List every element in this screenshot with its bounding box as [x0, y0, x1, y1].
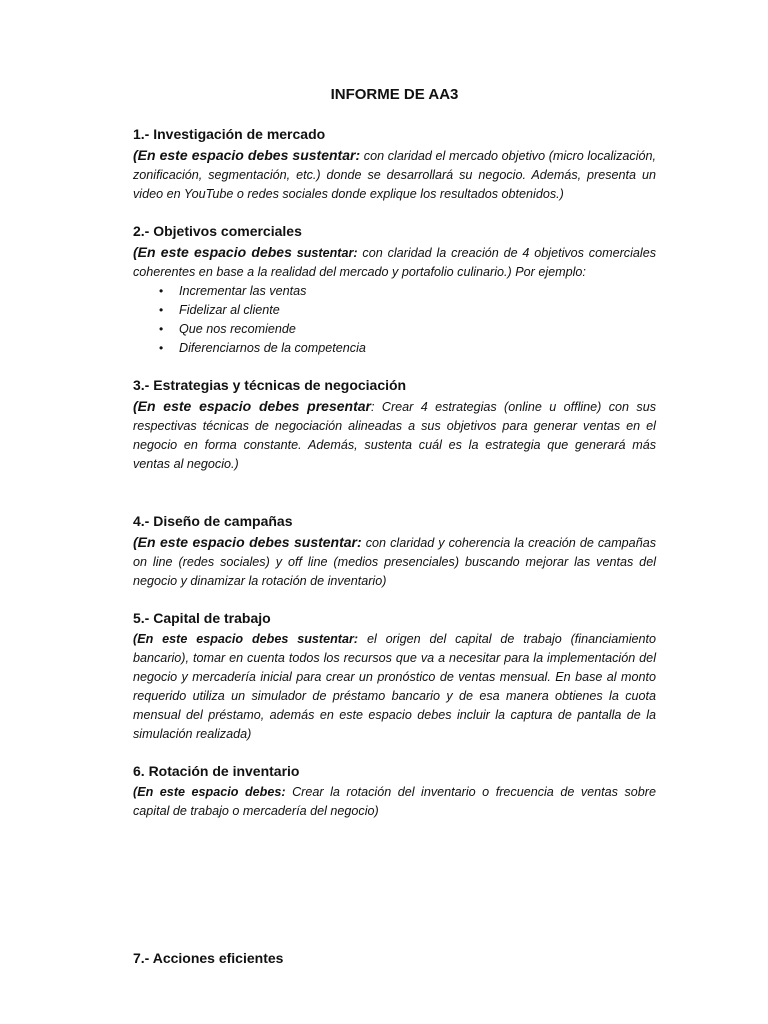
section-campaign-design — [133, 512, 656, 591]
list-item-text: Fidelizar al cliente — [179, 303, 280, 317]
document-title: INFORME DE AA3 — [330, 86, 459, 103]
list-item — [159, 339, 656, 358]
section-body — [133, 630, 656, 744]
list-item-text: Incrementar las ventas — [179, 284, 307, 298]
list-item — [159, 320, 656, 339]
instruction-lead: (En este espacio debes: — [133, 785, 286, 799]
instruction-lead: (En este espacio debes sustentar: — [133, 534, 362, 550]
instruction-text: con claridad el mercado objetivo (micro localización, zonificación, segmentación, etc.) donde se desarrollará su negocio. Además, presenta un video en YouTube o redes sociales donde explique los resultados obtenidos.) — [133, 149, 656, 201]
section-inventory-rotation — [133, 762, 656, 821]
instruction-text: el origen del capital de trabajo (financiamiento bancario), tomar en cuenta todos los recursos que va a necesitar para la implementación del negocio y mercadería inicial para crear un pronóstico de ventas mensual. En base al monto requerido utiliza un simulador de préstamo bancario y de esa manera obtienes la cuota mensual del préstamo, además en este espacio debes incluir la captura de pantalla de la simulación realizada) — [133, 632, 656, 741]
example-list — [133, 282, 656, 358]
instruction-text: con claridad y coherencia la creación de campañas on line (redes sociales) y off line (medios presenciales) buscando mejorar las ventas del negocio y dinamizar la rotación de inventario) — [133, 536, 656, 588]
document-page — [133, 86, 656, 986]
section-heading: 4.- Diseño de campañas — [133, 513, 293, 529]
instruction-lead: (En este espacio debes — [133, 244, 292, 260]
section-efficient-actions — [133, 949, 656, 968]
list-item-text: Diferenciarnos de la competencia — [179, 341, 366, 355]
instruction-lead: (En este espacio debes presentar — [133, 398, 371, 414]
section-body — [133, 783, 656, 821]
section-heading: 6. Rotación de inventario — [133, 763, 300, 779]
bullet-icon: • — [159, 322, 164, 336]
bullet-icon: • — [159, 341, 164, 355]
section-working-capital — [133, 609, 656, 744]
list-item — [159, 301, 656, 320]
spacer — [133, 839, 656, 949]
section-commercial-objectives — [133, 222, 656, 358]
instruction-lead-small: sustentar: — [291, 246, 358, 260]
section-heading: 1.- Investigación de mercado — [133, 126, 326, 142]
instruction-text: Crear la rotación del inventario o frecuencia de ventas sobre capital de trabajo o mercadería del negocio) — [133, 785, 656, 818]
spacer — [133, 492, 656, 512]
instruction-text: : Crear 4 estrategias (online u offline) con sus respectivas técnicas de negociación alineadas a sus objetivos para generar ventas en el negocio en forma constante. Además, sustenta cuál es la estrategia que generará más ventas al negocio.) — [133, 400, 656, 471]
section-body — [133, 397, 656, 474]
section-body — [133, 146, 656, 204]
section-heading: 3.- Estrategias y técnicas de negociación — [133, 377, 407, 393]
instruction-lead: (En este espacio debes sustentar: — [133, 632, 359, 646]
section-body — [133, 243, 656, 282]
section-heading: 2.- Objetivos comerciales — [133, 223, 302, 239]
bullet-icon: • — [159, 303, 164, 317]
instruction-lead: (En este espacio debes sustentar: — [133, 147, 361, 163]
list-item-text: Que nos recomiende — [179, 322, 296, 336]
section-body — [133, 533, 656, 591]
section-market-research — [133, 125, 656, 204]
list-item — [159, 282, 656, 301]
bullet-icon: • — [159, 284, 164, 298]
instruction-text: con claridad la creación de 4 objetivos comerciales coherentes en base a la realidad del mercado y portafolio culinario.) Por ejemplo: — [133, 246, 656, 279]
section-heading: 5.- Capital de trabajo — [133, 610, 271, 626]
section-negotiation-strategies — [133, 376, 656, 474]
section-heading: 7.- Acciones eficientes — [133, 950, 284, 966]
